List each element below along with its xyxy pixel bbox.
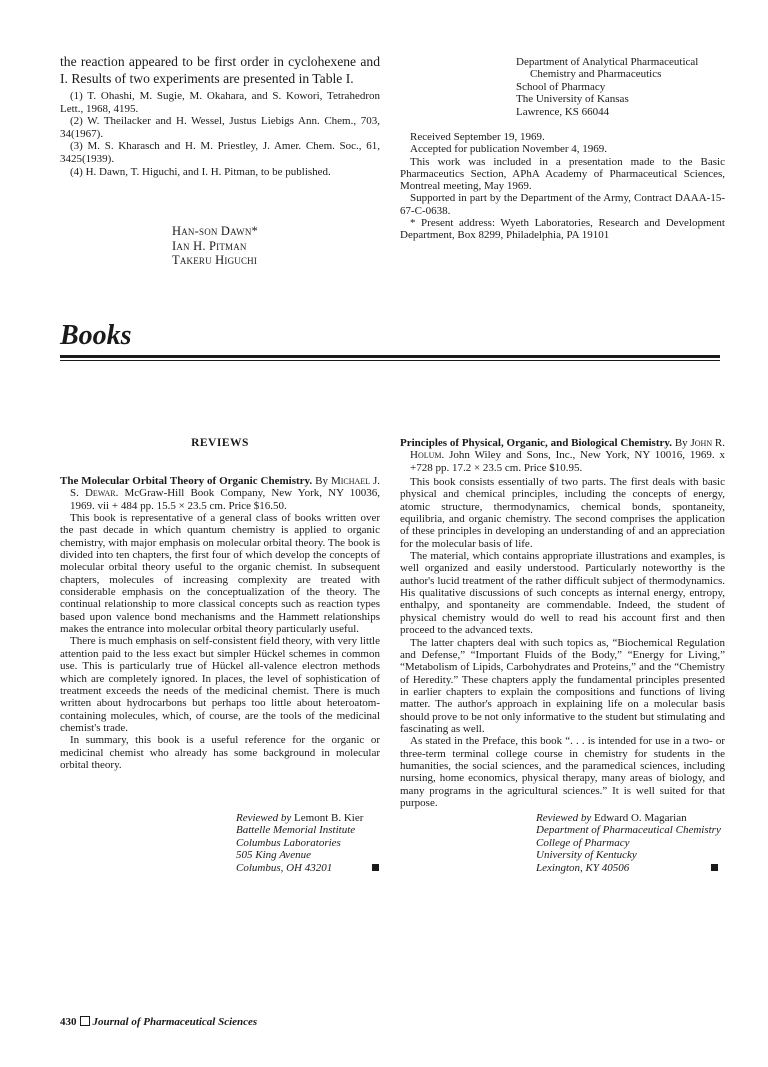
reviewer-name: Lemont B. Kier — [294, 812, 364, 824]
reviewer-affiliation-line: Department of Pharmaceutical Chemistry — [536, 824, 721, 837]
support-note: Supported in part by the Department of the Army, Contract DAAA-15-67-C-0638. — [400, 192, 725, 217]
author-list — [172, 224, 258, 268]
section-rule — [60, 355, 720, 358]
review-paragraph: In summary, this book is a useful reference for the organic or medicinal chemist who already has some background in molecular orbital theory. — [60, 734, 380, 771]
presentation-note: This work was included in a presentation made to the Basic Pharmaceutics Section, APhA Academy of Pharmaceutical Sciences, Montreal meeting, May 1969. — [400, 155, 725, 193]
author-name: Takeru Higuchi — [172, 253, 258, 268]
book-title: The Molecular Orbital Theory of Organic Chemistry. — [60, 475, 313, 487]
page-number: 430 — [60, 1016, 77, 1028]
author-name: Ian H. Pitman — [172, 238, 247, 253]
reviewer-line — [236, 812, 386, 824]
book-citation — [60, 475, 380, 512]
journal-name: Journal of Pharmaceutical Sciences — [92, 1016, 258, 1028]
affiliation-line: Department of Analytical Pharmaceutical — [516, 56, 699, 68]
reviewed-by-label: Reviewed by — [236, 812, 292, 824]
review-left — [60, 475, 380, 771]
review-paragraph: The material, which contains appropriate illustrations and examples, is well organized and easily understood. Particularly noteworthy is the author's lucid treatment of the rather difficult subject of thermodynamics. His qualitative discussions of such concepts as internal energy, entropy, enthalpy, and spontaneity are commendable. Indeed, the student of physical chemistry would do well to read his account first and then proceed to the advanced texts. — [400, 550, 725, 637]
accepted-date: Accepted for publication November 4, 1969. — [410, 143, 608, 156]
page-footer — [60, 1016, 257, 1028]
reference-4: (4) H. Dawn, T. Higuchi, and I. H. Pitman, to be published. — [70, 165, 331, 178]
reviewer-affiliation-line: Lexington, KY 40506 — [536, 861, 630, 874]
reviewer-affiliation-line: University of Kentucky — [536, 849, 637, 862]
section-rule-thin — [60, 360, 720, 361]
review-paragraph: There is much emphasis on self-consistent field theory, with very little attention paid to the less exact but simpler Hückel schemes in common use. This is particularly true of Hückel all-valence electron methods which are completely ignored. In places, the level of sophistication of treatment exceeds the needs of the medicinal chemist. There is much written about hydrocarbons but perhaps too little about heteroatom-containing molecules, which, of course, are the tools of the medicinal chemist's trade. — [60, 635, 380, 734]
reviewer-name: Edward O. Magarian — [594, 812, 687, 824]
reference-2: (2) W. Theilacker and H. Wessel, Justus Liebigs Ann. Chem., 703, 34(1967). — [60, 115, 380, 140]
reviewer-affiliation-line: Columbus, OH 43201 — [236, 861, 333, 874]
review-paragraph: This book is representative of a general class of books written over the past decade in which quantum chemistry is applied to organic chemistry, with major emphasis on molecular orbital theory. The book is divided into ten chapters, the first four of which develop the concepts of molecular orbital theory useful to the organic chemist. In subsequent chapters, molecules of increasing complexity are treated with considerable emphasis on the conceptualization of the theory. The continual relationship to more classical concepts such as reaction types based upon valence bond mechanisms and the Hammett relationships makes the entrance into molecular orbital theory particularly useful. — [60, 512, 380, 636]
received-date: Received September 19, 1969. — [410, 131, 545, 143]
reviewer-affiliation-line: Battelle Memorial Institute — [236, 824, 356, 837]
by-label: By — [674, 437, 688, 449]
reviewer-signature-right — [536, 812, 726, 874]
affiliation-line: Lawrence, KS 66044 — [516, 105, 610, 118]
affiliation-line: The University of Kansas — [516, 93, 629, 106]
reviewer-signature-left — [236, 812, 386, 874]
reviewer-line — [536, 812, 726, 824]
book-publication: McGraw-Hill Book Company, New York, NY 10036, 1969. vii + 484 pp. 15.5 × 23.5 cm. Price $16.50. — [70, 487, 381, 512]
review-paragraph: This book consists essentially of two parts. The first deals with basic physical and chemical principles, including the concepts of energy, atomic structure, thermodynamics, chemical bonds, spontaneity, equilibria, and organic chemistry. The second comprises the application of these principles in developing an understanding of and an appreciation for the molecular basis of life. — [400, 476, 725, 550]
reviews-heading: REVIEWS — [191, 437, 249, 449]
review-paragraph: As stated in the Preface, this book “. . . is intended for use in a two- or three-term terminal college course in chemistry for students in the humanities, the social sciences, and the paramedical sciences, including nursing, home economics, physical therapy, many areas of biology, and many programs in the agricultural sciences.” It is well suited for that purpose. — [400, 735, 725, 809]
author-affiliation — [516, 56, 698, 118]
box-separator-icon — [80, 1016, 90, 1026]
article-notes — [400, 131, 725, 242]
book-author: Michael J. S. Dewar. — [70, 475, 381, 500]
reference-3: (3) M. S. Kharasch and H. M. Priestley, J. Amer. Chem. Soc., 61, 3425(1939). — [60, 140, 380, 165]
address-note: * Present address: Wyeth Laboratories, Research and Development Department, Box 8299, Philadelphia, PA 19101 — [400, 217, 725, 242]
end-of-review-mark — [711, 864, 718, 871]
reference-1: (1) T. Ohashi, M. Sugie, M. Okahara, and S. Kowori, Tetrahedron Lett., 1968, 4195. — [60, 90, 380, 115]
book-author: John R. Holum. — [410, 437, 725, 462]
reviewer-affiliation-line: College of Pharmacy — [536, 836, 630, 849]
book-title: Principles of Physical, Organic, and Biological Chemistry. — [400, 437, 673, 449]
affiliation-line: Chemistry and Pharmaceutics — [530, 68, 662, 81]
book-publication: John Wiley and Sons, Inc., New York, NY 10016, 1969. x +728 pp. 17.2 × 23.5 cm. Price $10.95. — [410, 449, 725, 474]
affiliation-line: School of Pharmacy — [516, 80, 606, 93]
reviewer-affiliation-line: 505 King Avenue — [236, 849, 311, 862]
author-name: Han-son Dawn* — [172, 224, 258, 238]
review-paragraph: The latter chapters deal with such topics as, “Biochemical Regulation and Defense,” “Important Fluids of the Body,” “Energy for Living,” “Metabolism of Lipids, Carbohydrates and Proteins,” and the “Chemistry of Heredity.” These chapters apply the fundamental principles presented in earlier chapters to explain the compositions and functions of living matter. The author's approach in explaining life on a molecular basis should prove to be not only informative to the student but stimulating and fascinating as well. — [400, 636, 725, 735]
by-label: By — [315, 475, 328, 487]
review-right — [400, 437, 725, 809]
lead-paragraph: the reaction appeared to be first order in cyclohexene and I. Results of two experiments are presented in Table I. — [60, 54, 380, 86]
end-of-review-mark — [372, 864, 379, 871]
continued-article-text — [60, 54, 380, 178]
section-title: Books — [60, 320, 132, 351]
book-citation — [400, 437, 725, 474]
reviewer-affiliation-line: Columbus Laboratories — [236, 836, 341, 849]
reference-list — [60, 90, 380, 178]
reviewed-by-label: Reviewed by — [536, 812, 592, 824]
